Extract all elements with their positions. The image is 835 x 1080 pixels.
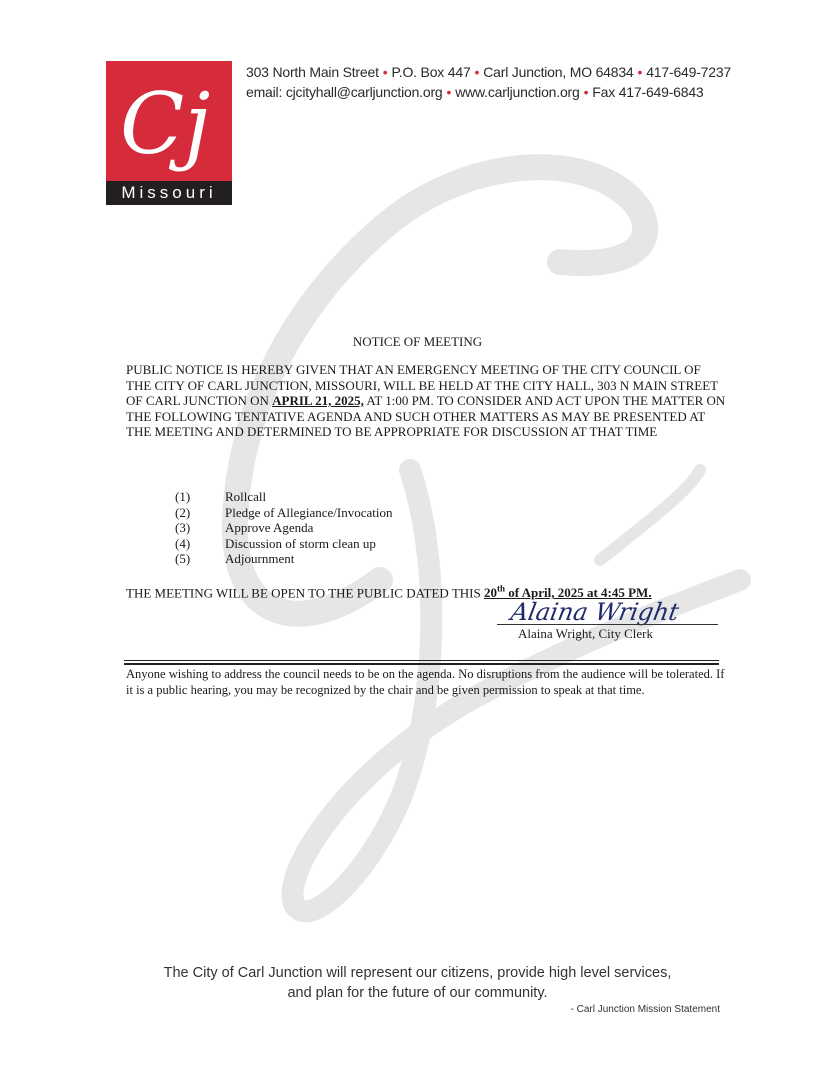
mission-line-1: The City of Carl Junction will represent our citizens, provide high level services, [163, 965, 672, 981]
list-item [175, 489, 393, 505]
bullet-icon: • [446, 84, 452, 100]
mission-source: - Carl Junction Mission Statement [570, 1004, 720, 1015]
agenda-item: Adjournment [225, 551, 295, 566]
bullet-icon: • [637, 64, 643, 80]
signatory-name: Alaina Wright, City Clerk [518, 626, 653, 641]
list-item [175, 551, 393, 567]
divider [124, 660, 719, 661]
agenda-item: Rollcall [225, 489, 267, 504]
audience-disclaimer: Anyone wishing to address the council needs to be on the agenda. No disruptions from the audience will be tolerated. If it is a public hearing, you may be recognized by the chair and be given permission to speak at that time. [126, 667, 725, 697]
divider [124, 663, 719, 665]
logo-band [106, 181, 232, 205]
logo-letters: Cj [120, 75, 211, 173]
dated-rest: of April, 2025 at 4:45 PM. [504, 585, 652, 601]
agenda-item: Approve Agenda [225, 520, 314, 535]
email-address: email: cjcityhall@carljunction.org [246, 84, 443, 100]
list-item [175, 520, 393, 536]
notice-text-1: PUBLIC NOTICE IS HEREBY GIVEN THAT AN EMERGENCY MEETING OF THE CITY COUNCIL OF THE CITY OF CARL JUNCTION, MISSOURI, WILL BE HELD AT THE CITY HALL, 303 N MAIN STREET OF CARL JUNCTION ON [126, 362, 718, 408]
fax-number: Fax 417-649-6843 [592, 84, 704, 100]
meeting-date: APRIL 21, 2025, [272, 393, 364, 408]
signature-line [497, 624, 718, 625]
address-line-2 [246, 84, 704, 100]
agenda-item: Pledge of Allegiance/Invocation [225, 504, 393, 520]
street-address: 303 North Main Street [246, 64, 379, 80]
logo-state-text: Missouri [121, 183, 217, 202]
signature-script: Alaina Wright [508, 598, 682, 626]
agenda-item: Discussion of storm clean up [225, 535, 376, 551]
bullet-icon: • [474, 64, 480, 80]
city-logo [106, 61, 232, 205]
signature-block [497, 590, 718, 640]
cj-logo-icon [106, 61, 232, 181]
mission-statement [0, 963, 835, 1003]
bullet-icon: • [583, 84, 589, 100]
mission-line-2: and plan for the future of our community. [287, 985, 548, 1001]
address-line-1 [246, 64, 731, 80]
website: www.carljunction.org [455, 84, 580, 100]
notice-paragraph [126, 362, 726, 440]
agenda-number: (4) [175, 535, 191, 551]
notice-text-2: AT 1:00 PM. TO CONSIDER AND ACT UPON THE MATTER ON THE FOLLOWING TENTATIVE AGENDA AND SUCH OTHER MATTERS AS MAY BE PRESENTED AT THE MEETING AND DETERMINED TO BE APPROPRIATE FOR DISCUSSION AT THAT TIME [126, 393, 726, 439]
dated-day-suffix: th [496, 584, 505, 594]
dated-day: 20 [483, 585, 497, 601]
open-line-prefix: THE MEETING WILL BE OPEN TO THE PUBLIC DATED THIS [126, 585, 484, 601]
list-item [175, 536, 393, 552]
agenda-list [175, 489, 393, 567]
agenda-number: (1) [175, 489, 191, 504]
list-item [175, 505, 393, 521]
agenda-number: (5) [175, 551, 191, 566]
agenda-number: (2) [175, 504, 191, 520]
phone-number: 417-649-7237 [646, 64, 732, 80]
po-box: P.O. Box 447 [391, 64, 471, 80]
city-state-zip: Carl Junction, MO 64834 [483, 64, 634, 80]
bullet-icon: • [382, 64, 388, 80]
agenda-number: (3) [175, 520, 191, 535]
page-title: NOTICE OF MEETING [352, 334, 483, 349]
